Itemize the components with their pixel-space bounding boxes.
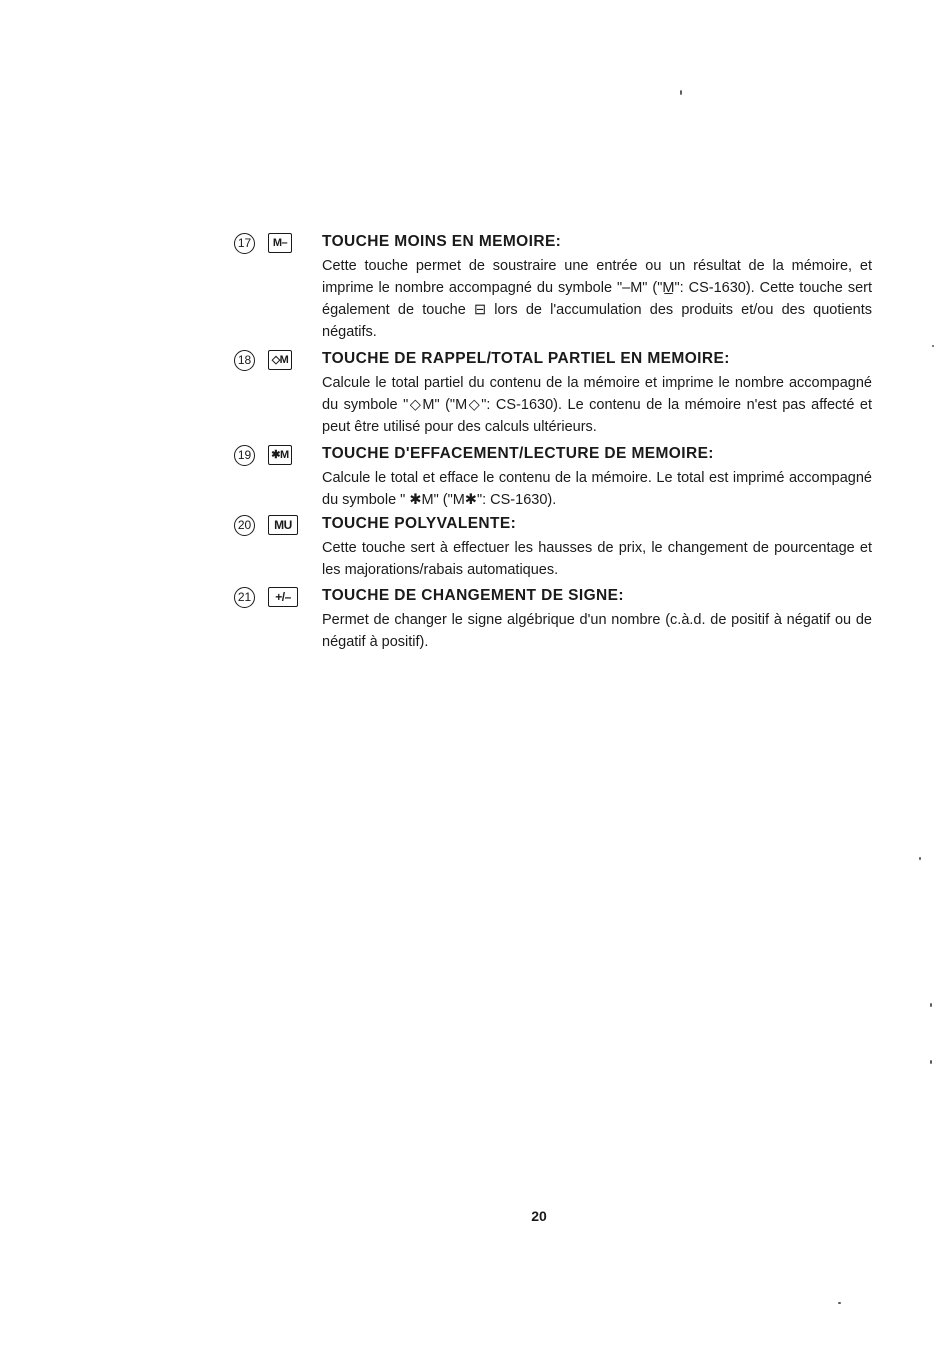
scan-speck (919, 857, 921, 860)
change-sign-key-icon: +/– (268, 587, 298, 607)
entry-heading: TOUCHE POLYVALENTE: (322, 515, 517, 532)
entry-content (322, 445, 872, 511)
entry-content (322, 515, 872, 581)
scan-speck (680, 90, 682, 95)
entry-marker (232, 233, 322, 255)
scan-speck (930, 1003, 932, 1007)
entry-content (322, 350, 872, 438)
page-number: 20 (531, 1208, 547, 1224)
entry-heading: TOUCHE DE CHANGEMENT DE SIGNE: (322, 587, 624, 604)
memory-minus-key-icon: M– (268, 233, 292, 253)
entry-body: Cette touche permet de soustraire une entrée ou un résultat de la mémoire, et imprime le nombre accompagné du symbole "–M" ("M̲": CS-1630). Cette touche sert également de touche ⊟ lors de l'accumulation des produits et/ou des quotients négatifs. (322, 258, 872, 340)
entry-heading: TOUCHE D'EFFACEMENT/LECTURE DE MEMOIRE: (322, 445, 714, 462)
entry-content (322, 233, 872, 343)
scan-speck (930, 1060, 932, 1064)
markup-key-icon: MU (268, 515, 298, 535)
entry-marker (232, 515, 322, 537)
scan-speck (838, 1302, 841, 1304)
memory-total-key-icon: ✱M (268, 445, 292, 465)
entry-body: Calcule le total partiel du contenu de la mémoire et imprime le nombre accompagné du symbole "◇M" ("M◇": CS-1630). Le contenu de la mémoire n'est pas affecté et peut être utilisé pour des calculs ultérieurs. (322, 375, 872, 435)
item-number-badge: 17 (234, 233, 255, 254)
entry-marker (232, 587, 322, 609)
entry-content (322, 587, 872, 653)
entry-body: Calcule le total et efface le contenu de la mémoire. Le total est imprimé accompagné du symbole " ✱M" ("M✱": CS-1630). (322, 470, 872, 508)
entry-heading: TOUCHE DE RAPPEL/TOTAL PARTIEL EN MEMOIRE: (322, 350, 730, 367)
entry-body: Permet de changer le signe algébrique d'un nombre (c.à.d. de positif à négatif ou de négatif à positif). (322, 612, 872, 650)
item-number-badge: 21 (234, 587, 255, 608)
memory-subtotal-key-icon: ◇M (268, 350, 292, 370)
entry-heading: TOUCHE MOINS EN MEMOIRE: (322, 233, 562, 250)
entry-body: Cette touche sert à effectuer les hausses de prix, le changement de pourcentage et les majorations/rabais automatiques. (322, 540, 872, 578)
item-number-badge: 19 (234, 445, 255, 466)
item-number-badge: 18 (234, 350, 255, 371)
entry-marker (232, 445, 322, 467)
scan-speck (932, 345, 934, 347)
item-number-badge: 20 (234, 515, 255, 536)
entry-marker (232, 350, 322, 372)
